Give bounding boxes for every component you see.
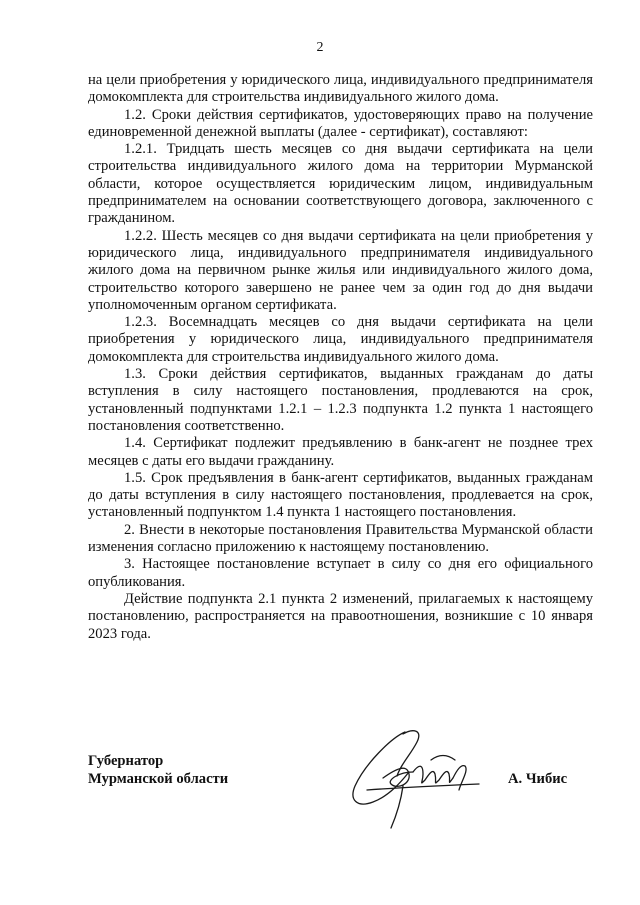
paragraph-1-2: 1.2. Сроки действия сертификатов, удостоверяющих право на получение единовременной денежной выплаты (далее - сертификат), составляют: [88, 106, 593, 140]
paragraph-2: 2. Внести в некоторые постановления Правительства Мурманской области изменения согласно приложению к настоящему постановлению. [88, 521, 593, 556]
paragraph-effect: Действие подпункта 2.1 пункта 2 изменений, прилагаемых к настоящему постановлению, распространяется на правоотношения, возникшие с 10 января 2023 года. [88, 590, 593, 642]
paragraph-continuation: на цели приобретения у юридического лица, индивидуального предпринимателя домокомплекта для строительства индивидуального жилого дома. [88, 72, 593, 106]
paragraph-1-4: 1.4. Сертификат подлежит предъявлению в банк-агент не позднее трех месяцев с даты его выдачи гражданину. [88, 435, 593, 469]
paragraph-1-3: 1.3. Сроки действия сертификатов, выданных гражданам до даты вступления в силу настоящего постановления, продлеваются на срок, установленный подпунктами 1.2.1 – 1.2.3 подпункта 1.2 пункта 1 настоящего постановления соответственно. [88, 366, 593, 434]
handwritten-signature [343, 724, 493, 834]
page-number: 2 [316, 40, 324, 55]
paragraph-1-2-2: 1.2.2. Шесть месяцев со дня выдачи сертификата на цели приобретения у юридического лица, индивидуального предпринимателя индивидуального жилого дома на первичном рынке жилья или индивидуального жилого дома, строительство которого завершено не ранее чем за один год до дня выдачи уполномоченным органом сертификата. [88, 227, 593, 313]
document-body [88, 72, 593, 643]
signature-block [88, 752, 593, 842]
signatory-title-line2: Мурманской области [88, 771, 229, 787]
signatory-title [88, 752, 228, 788]
paragraph-1-5: 1.5. Срок предъявления в банк-агент сертификатов, выданных гражданам до даты вступления в силу настоящего постановления, продлевается на срок, установленный подпунктом 1.4 пункта 1 настоящего постановления. [88, 469, 593, 521]
paragraph-3: 3. Настоящее постановление вступает в силу со дня его официального опубликования. [88, 556, 593, 590]
paragraph-1-2-1: 1.2.1. Тридцать шесть месяцев со дня выдачи сертификата на цели строительства индивидуального жилого дома на территории Мурманской области, которое осуществляется юридическим лицом, индивидуальным предпринимателем на основании соответствующего договора, заключенного с гражданином. [88, 141, 593, 227]
paragraph-1-2-3: 1.2.3. Восемнадцать месяцев со дня выдачи сертификата на цели приобретения у юридического лица, индивидуального предпринимателя домокомплекта для строительства индивидуального жилого дома. [88, 314, 593, 365]
signatory-title-line1: Губернатор [88, 753, 164, 769]
signatory-name: А. Чибис [508, 771, 568, 787]
